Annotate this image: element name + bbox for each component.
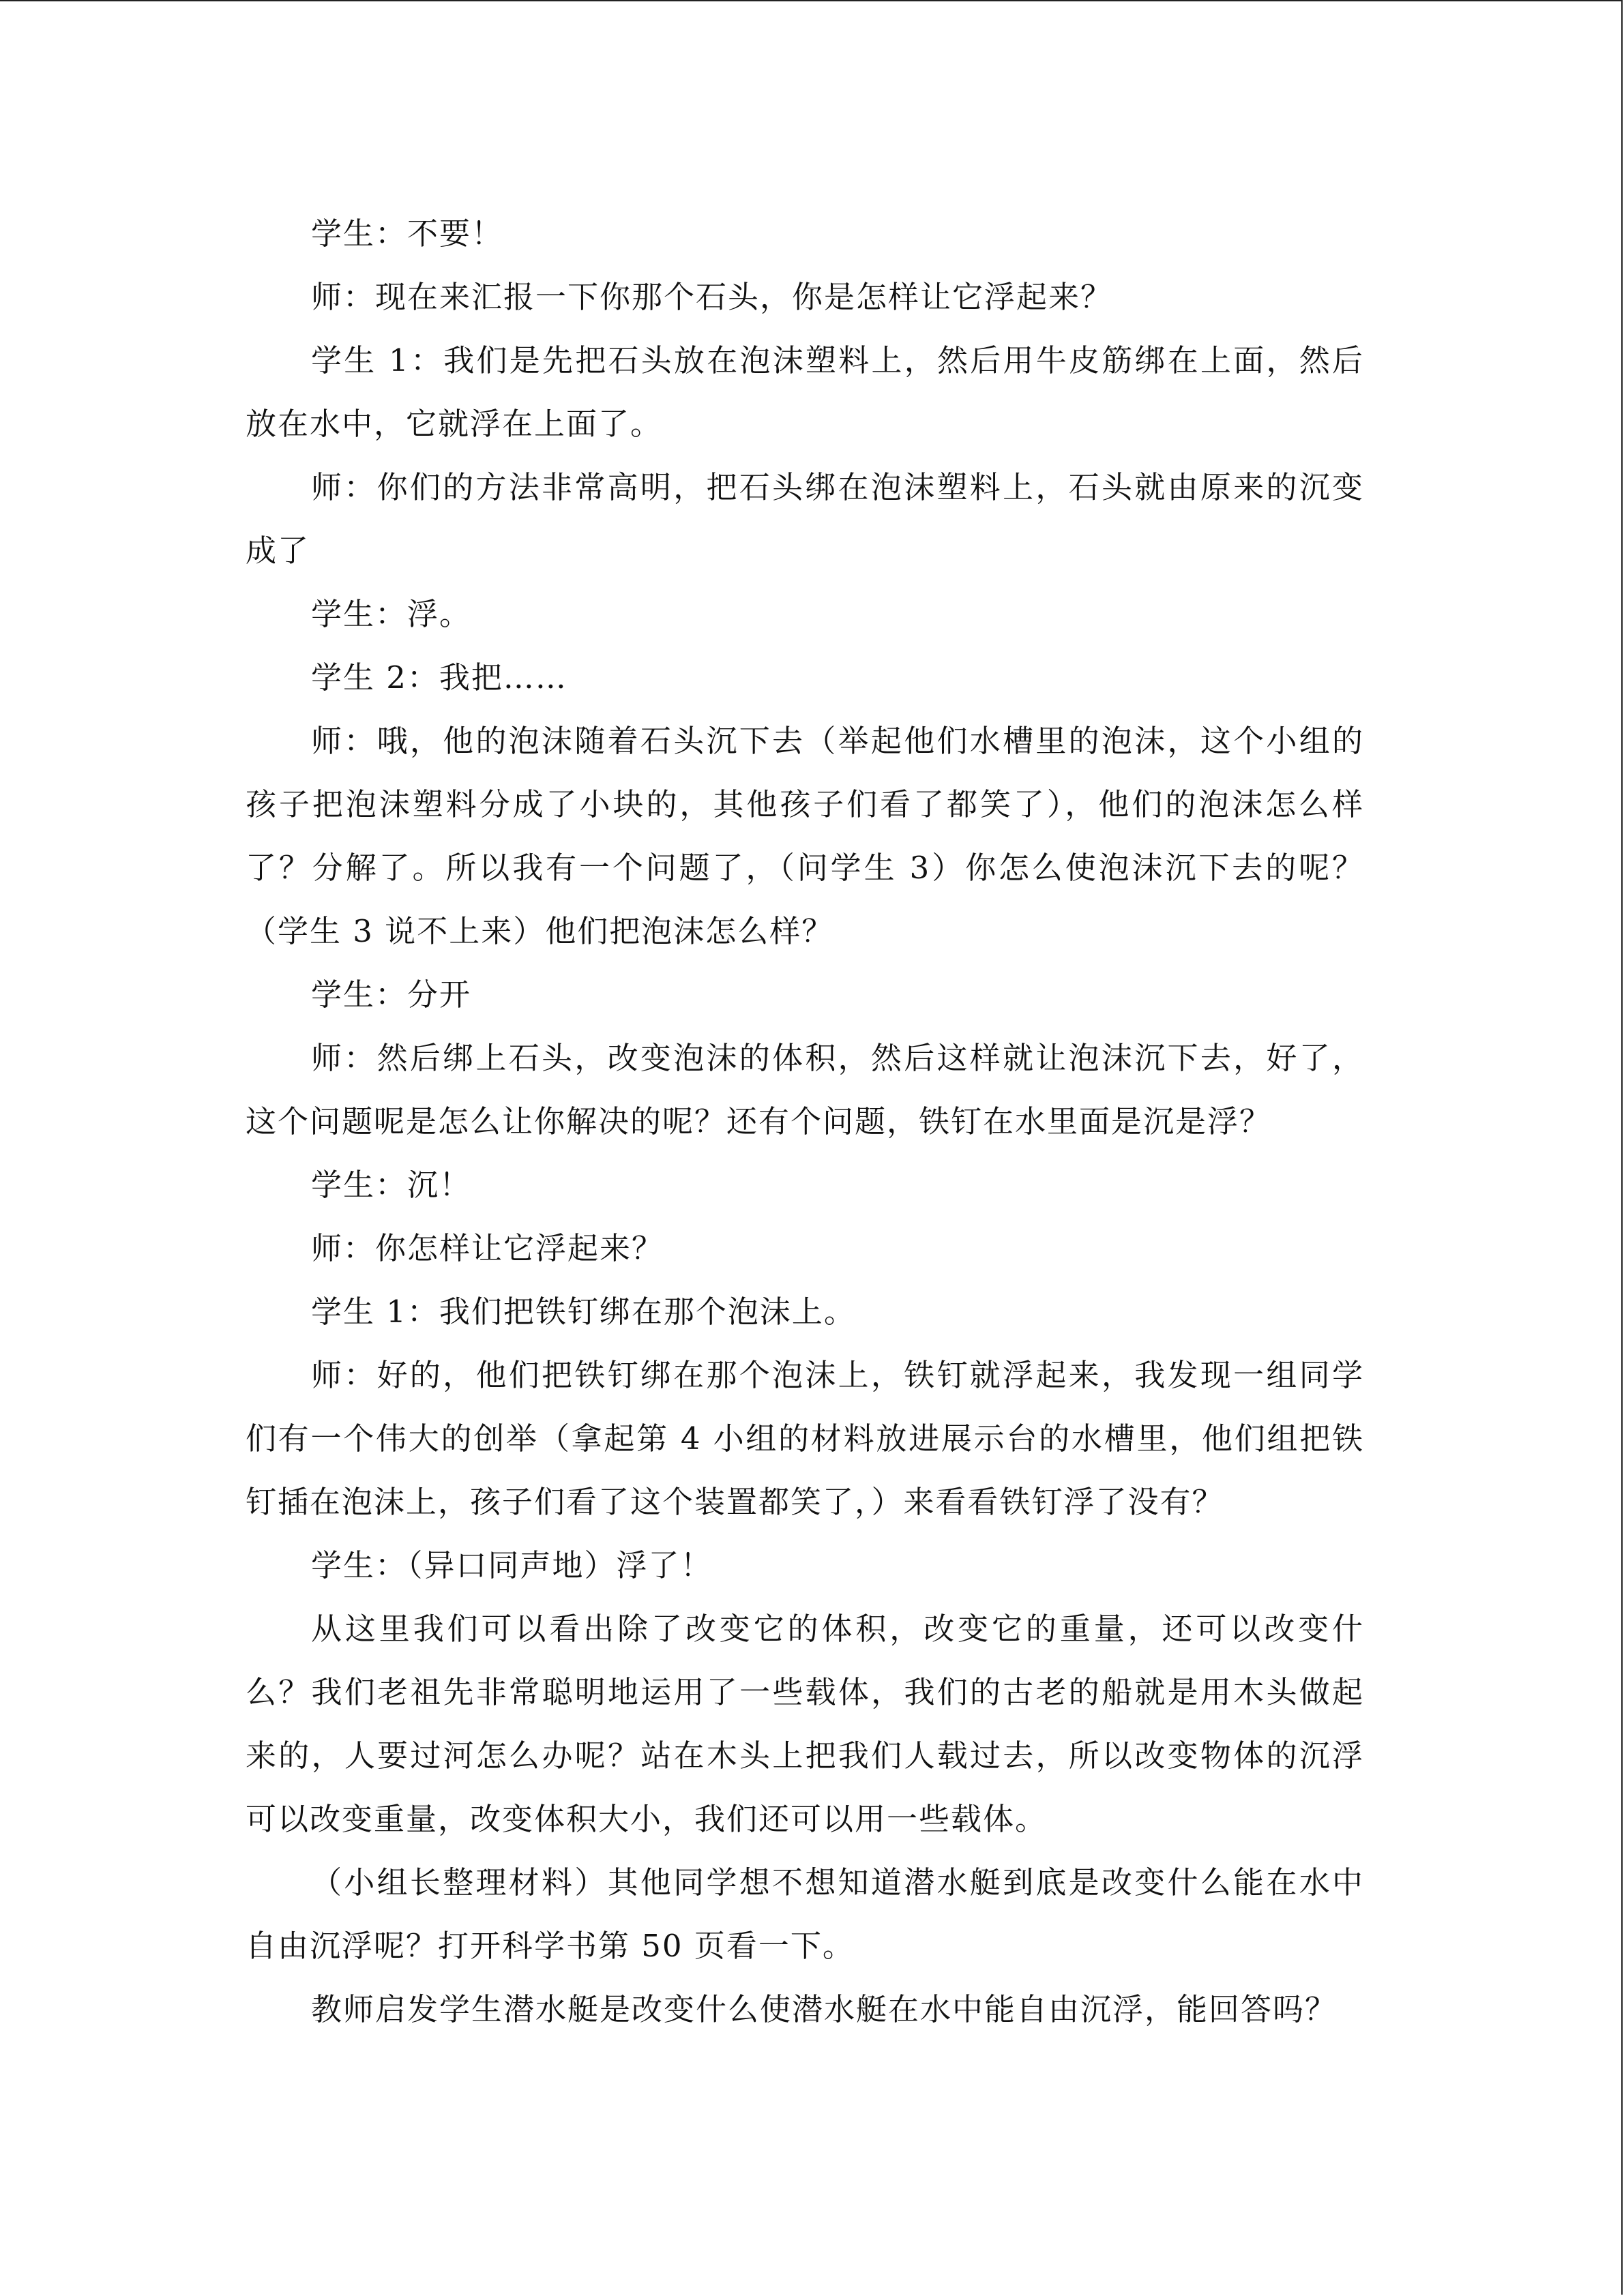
paragraph: 教师启发学生潜水艇是改变什么使潜水艇在水中能自由沉浮，能回答吗？ <box>311 1991 1338 2027</box>
paragraph: 学生 1：我们把铁钉绑在那个泡沫上。 <box>311 1294 856 1330</box>
paragraph: 学生 2：我把…… <box>311 659 567 696</box>
paragraph: （小组长整理材料）其他同学想不想知道潜水艇到底是改变什么能在水中自由沉浮呢？打开科学书第 50 页看一下。 <box>246 1864 1364 1964</box>
paragraph: 学生：分开 <box>311 976 472 1013</box>
paragraph: 师：现在来汇报一下你那个石头，你是怎样让它浮起来？ <box>311 279 1113 315</box>
paragraph: 从这里我们可以看出除了改变它的体积，改变它的重量，还可以改变什么？我们老祖先非常聪明地运用了一些载体，我们的古老的船就是用木头做起来的，人要过河怎么办呢？站在木头上把我们人载过去，所以改变物体的沉浮可以改变重量，改变体积大小，我们还可以用一些载体。 <box>246 1611 1364 1837</box>
paragraph: 师：哦，他的泡沫随着石头沉下去（举起他们水槽里的泡沫，这个小组的孩子把泡沫塑料分成了小块的，其他孩子们看了都笑了），他们的泡沫怎么样了？分解了。所以我有一个问题了，（问学生 3）你怎么使泡沫沉下去的呢？（学生 3 说不上来）他们把泡沫怎么样？ <box>246 723 1364 949</box>
paragraph: 学生：（异口同声地）浮了！ <box>311 1547 713 1583</box>
paragraph: 学生：沉！ <box>311 1167 472 1203</box>
paragraph: 师：你怎样让它浮起来？ <box>311 1230 664 1266</box>
paragraph: 学生 1：我们是先把石头放在泡沫塑料上，然后用牛皮筋绑在上面，然后放在水中，它就浮在上面了。 <box>246 342 1364 442</box>
paragraph: 师：然后绑上石头，改变泡沫的体积，然后这样就让泡沫沉下去，好了，这个问题呢是怎么让你解决的呢？还有个问题，铁钉在水里面是沉是浮？ <box>246 1040 1364 1139</box>
document-body <box>246 202 1364 2041</box>
paragraph: 师：你们的方法非常高明，把石头绑在泡沫塑料上，石头就由原来的沉变成了 <box>246 469 1364 569</box>
paragraph: 学生：不要！ <box>311 215 504 252</box>
paragraph: 学生：浮。 <box>311 596 472 632</box>
paragraph: 师：好的，他们把铁钉绑在那个泡沫上，铁钉就浮起来，我发现一组同学们有一个伟大的创举（拿起第 4 小组的材料放进展示台的水槽里，他们组把铁钉插在泡沫上，孩子们看了这个装置都笑了，）来看看铁钉浮了没有？ <box>246 1357 1364 1520</box>
